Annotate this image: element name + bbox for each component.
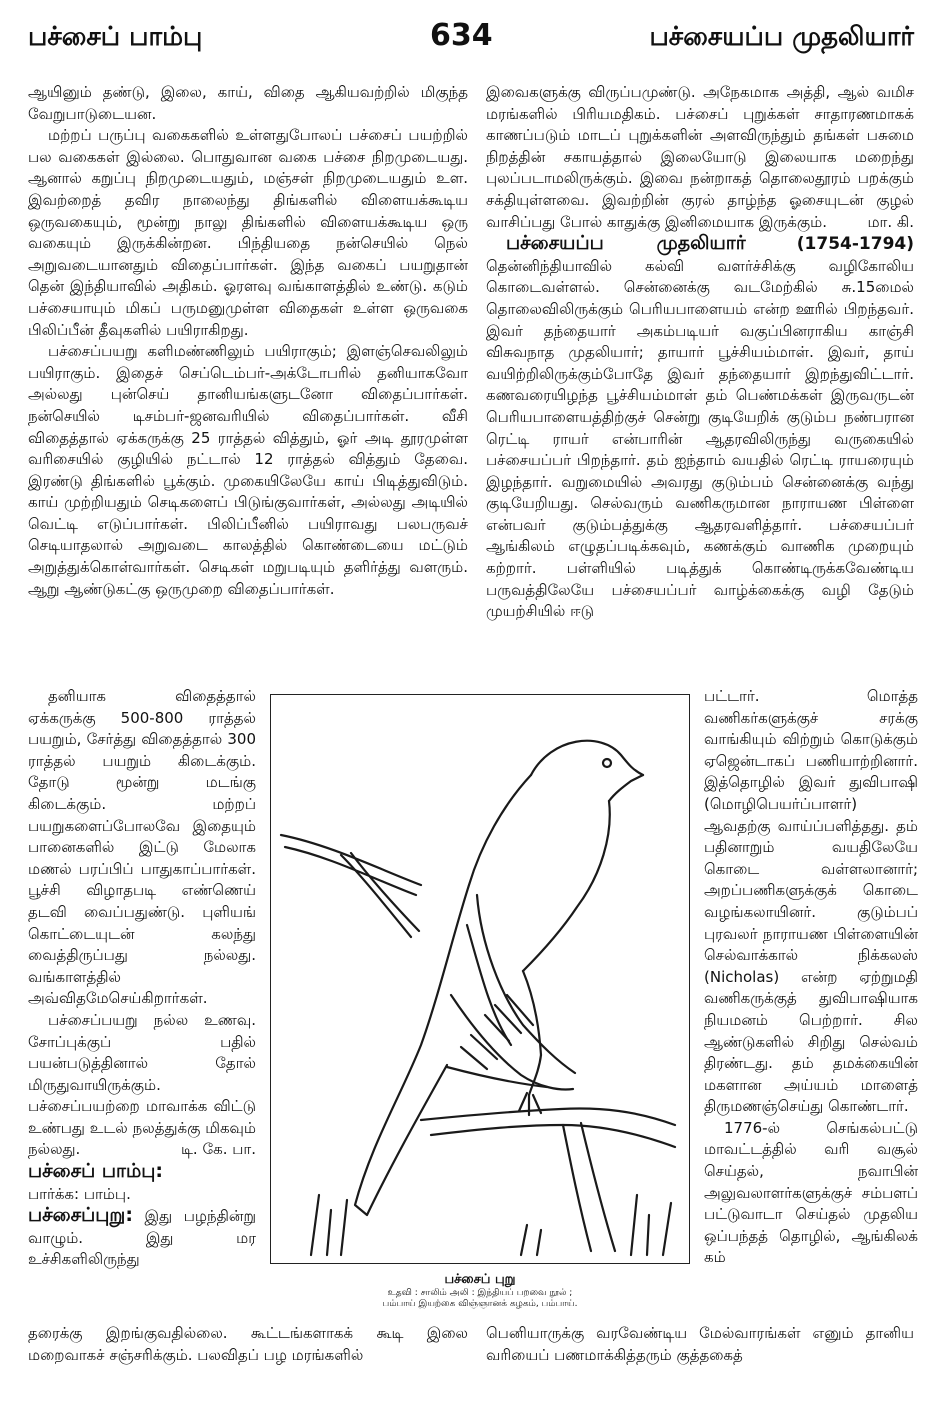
author-signature: மா. கி.	[867, 212, 914, 231]
left-column-top	[28, 82, 468, 600]
left-paragraph-5: பச்சைப்பயறு நல்ல உணவு. சோப்புக்குப் பதில் பயன்படுத்தினால் தோல் மிருதுவாயிருக்கும். பச்சைப்பயற்றை மாவாக்க விட்டு உண்பது உடல் நலத்துக்கு மிகவும் நல்லது.	[28, 1010, 256, 1159]
snake-cross-reference: பார்க்க: பாம்பு.	[28, 1184, 131, 1203]
left-paragraph-4: தனியாக விதைத்தால் ஏக்கருக்கு 500-800 ராத்தல் பயறும், சேர்த்து விதைத்தால் 300 ராத்தல் பயறும் கிடைக்கும். தோடு மூன்று மடங்கு கிடைக்கும். மற்றப் பயறுகளைப்போலவே இதையும் பானைகளில் இட்டு மேலாக மணல் பரப்பிப் பாதுகாப்பார்கள். பூச்சி விழாதபடி எண்ணெய் தடவி வைப்பதுண்டு. புளியங் கொட்டையுடன் கலந்து வைத்திருப்பது நல்லது. வங்காளத்தில் அவ்விதமேசெய்கிறார்கள்.	[28, 687, 256, 1008]
left-column-narrow	[28, 686, 256, 1271]
entry-heading-pigeon: பச்சைப்புறு:	[28, 1204, 133, 1227]
right-column-top	[486, 82, 914, 623]
entry-heading-pachaiyappa: பச்சையப்ப முதலியார்	[506, 232, 746, 255]
right-column-bottom	[486, 1323, 914, 1366]
entry-years: (1754-1794)	[796, 234, 914, 255]
caption-credit	[270, 1288, 690, 1310]
running-head-right: பச்சையப்ப முதலியார்	[649, 22, 914, 52]
pigeon-intro-text: இது பழந்தின்று வாழும். இது மர உச்சிகளிலிருந்து	[28, 1207, 256, 1269]
figure-caption	[270, 1272, 690, 1310]
right-column-narrow	[704, 686, 918, 1269]
author-signature: டி. கே. பா.	[180, 1140, 256, 1159]
left-column-bottom	[28, 1323, 468, 1366]
left-paragraph-2: மற்றப் பருப்பு வகைகளில் உள்ளதுபோலப் பச்சைப் பயற்றில் பல வகைகள் இல்லை. பொதுவான வகை பச்சை நிறமுடையது. ஆனால் கறுப்பு நிறமுடையதும், மஞ்சள் நிறமுடையதும் உள. இவற்றைத் தவிர நாலைந்து திங்களில் விளையக்கூடிய ஒருவகையும், மூன்று நாலு திங்களில் விளையக்கூடிய ஒரு வகையும் இருக்கின்றன. பிந்தியதை நன்செயில் நெல் அறுவடையானதும் விதைப்பார்கள். இந்த வகைப் பயறுதான் தென் இந்தியாவில் அதிகம். ஓரளவு வங்காளத்தில் உண்டு. கடும் பச்சையாயும் மிகப் பருமனுமுள்ள விதைகள் உள்ள ஒருவகை பிலிப்பீன் தீவுகளில் பயிராகிறது.	[28, 126, 468, 339]
left-paragraph-1: ஆயினும் தண்டு, இலை, காய், விதை ஆகியவற்றில் மிகுந்த வேறுபாடுடையன.	[28, 83, 468, 123]
left-bottom-text: தரைக்கு இறங்குவதில்லை. கூட்டங்களாகக் கூடி இலை மறைவாகச் சஞ்சரிக்கும். பலவிதப் பழ மரங்களில்	[28, 1324, 468, 1364]
right-paragraph-1: இவைகளுக்கு விருப்பமுண்டு. அநேகமாக அத்தி, ஆல் வமிச மரங்களில் பிரியமதிகம். பச்சைப் புறுக்கள் சாதாரணமாகக் காணப்படும் மாடப் புறுக்களின் அளவிருந்தும் தங்கள் பசுமை நிறத்தின் சகாயத்தால் இலையோடு இலையாக மறைந்து புலப்படாமலிருக்கும். இவை நன்றாகத் தொலைதூரம் பறக்கும் சக்தியுள்ளவை. இவற்றின் குரல் தாழ்ந்த ஓசையுடன் குழல் வாசிப்பது போல் காதுக்கு இனிமையாக இருக்கும்.	[486, 83, 914, 231]
caption-credit-line-2: பம்பாய் இயற்கை விஞ்ஞானக் கழகம், பம்பாய்.	[382, 1299, 578, 1309]
entry-heading-snake: பச்சைப் பாம்பு:	[28, 1160, 164, 1183]
page-number: 634	[430, 18, 493, 53]
caption-title: பச்சைப் புறு	[444, 1272, 516, 1287]
green-pigeon-illustration	[270, 694, 690, 1264]
right-paragraph-4: 1776-ல் செங்கல்பட்டு மாவட்டத்தில் வரி வசூல் செய்தல், நவாபின் அலுவலாளர்களுக்குச் சம்பளப் பட்டுவாடா செய்தல் முதலிய ஒப்பந்தத் தொழில், ஆங்கிலக் கம்	[704, 1118, 918, 1267]
right-bottom-text: பெனியாருக்கு வரவேண்டிய மேல்வாரங்கள் எனும் தானிய வரியைப் பணமாக்கித்தரும் குத்தகைத்	[486, 1324, 914, 1364]
right-paragraph-3: பட்டார். மொத்த வணிகர்களுக்குச் சரக்கு வாங்கியும் விற்றும் கொடுக்கும் ஏஜென்டாகப் பணியாற்றினார். இத்தொழில் இவர் துவிபாஷி (மொழிபெயர்ப்பாளர்) ஆவதற்கு வாய்ப்பளித்தது. தம் பதினாறும் வயதிலேயே கொடை வள்ளலானார்; அறப்பணிகளுக்குக் கொடை வழங்கலாயினர். குடும்பப் புரவலர் நாராயண பிள்ளையின் செல்வாக்கால் நிக்கலஸ் (Nicholas) என்ற ஏற்றுமதி வணிகருக்குத் துவிபாஷியாக நியமனம் பெற்றார். சில ஆண்டுகளில் சிறிது செல்வம் திரண்டது. தம் தமக்கையின் மகளான அய்யம் மாளைத் திருமணஞ்செய்து கொண்டார்.	[704, 687, 918, 1116]
running-head-left: பச்சைப் பாம்பு	[28, 22, 203, 52]
right-paragraph-2: தென்னிந்தியாவில் கல்வி வளர்ச்சிக்கு வழிகோலிய கொடைவள்ளல். சென்னைக்கு வடமேற்கில் சு.15மைல் தொலைவிலிருக்கும் பெரியபாளையம் என்ற ஊரில் பிறந்தவர். இவர் தந்தையார் அகம்படியர் வகுப்பினராகிய காஞ்சி விசுவநாத முதலியார்; தாயார் பூச்சியம்மாள். இவர், தாய் வயிற்றிலிருக்கும்போதே இவர் தந்தையார் இறந்துவிட்டார். கணவரையிழந்த பூச்சியம்மாள் தம் பெண்மக்கள் இருவருடன் பெரியபாளையத்திற்குச் சென்று குடியேறிக் குடும்ப நண்பரான ரெட்டி ராயர் என்பாரின் ஆதரவிலிருந்து வருகையில் பச்சையப்பர் பிறந்தார். தம் ஐந்தாம் வயதில் ரெட்டி ராயரையும் இழந்தார். வறுமையில் அவரது குடும்பம் சென்னைக்கு வந்து குடியேறியது. செல்வரும் வணிகருமான நாராயண பிள்ளை என்பவர் குடும்பத்துக்கு ஆதரவளித்தார். பச்சையப்பர் ஆங்கிலம் எழுதப்படிக்கவும், கணக்கும் வாணிக முறையும் கற்றார். பள்ளியில் படித்துக் கொண்டிருக்கவேண்டிய பருவத்திலேயே பச்சையப்பர் வாழ்க்கைக்கு வழி தேடும் முயற்சியில் ஈடு	[486, 256, 914, 621]
pigeon-drawing	[271, 695, 688, 1262]
left-paragraph-3: பச்சைப்பயறு களிமண்ணிலும் பயிராகும்; இளஞ்செவலிலும் பயிராகும். இதைச் செப்டெம்பர்-அக்டோபரில் தனியாகவோ அல்லது புன்செய் தானியங்களுடனோ விதைப்பார்கள். நன்செயில் டிசம்பர்-ஜனவரியில் விதைப்பார்கள். வீசி விதைத்தால் ஏக்கருக்கு 25 ராத்தல் வித்தும், ஓர் அடி தூரமுள்ள வரிசையில் குழியில் நட்டால் 12 ராத்தல் வித்தும் தேவை. இரண்டு திங்களில் பூக்கும். முகையிலேயே காய் பிடித்துவிடும். காய் முற்றியதும் செடிகளைப் பிடுங்குவார்கள், அல்லது அடியில் வெட்டி எடுப்பார்கள். பிலிப்பீனில் பயிராவது பலபருவச் செடியாதலால் அறுவடை காலத்தில் கொண்டையை மட்டும் அறுத்துக்கொள்வார்கள். செடிகள் மறுபடியும் தளிர்த்து வளரும். ஆறு ஆண்டுகட்கு ஒருமுறை விதைப்பார்கள்.	[28, 342, 468, 598]
caption-credit-line-1: உதவி : சாலிம் அலி : இந்தியப் பறவை நூல் ;	[387, 1288, 573, 1298]
